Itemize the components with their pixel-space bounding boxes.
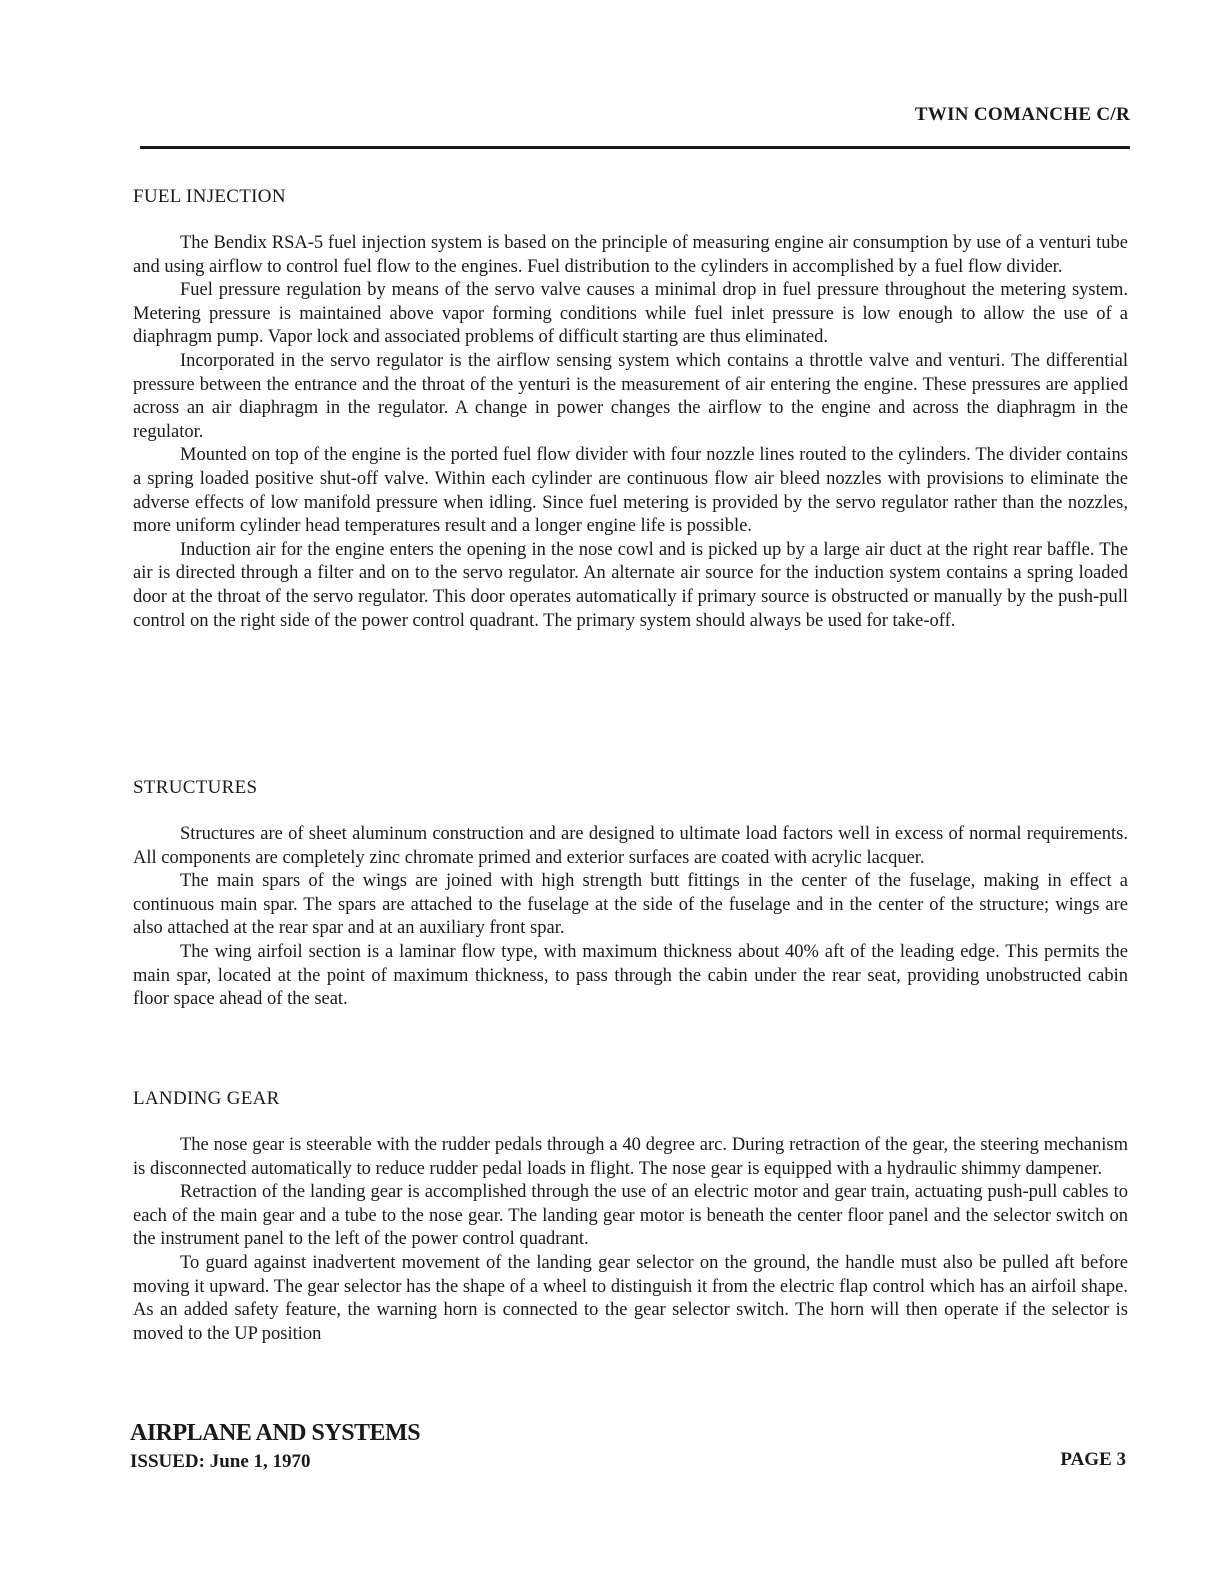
footer-issued-date: ISSUED: June 1, 1970 <box>130 1451 311 1472</box>
paragraph: The Bendix RSA-5 fuel injection system is based on the principle of measuring engine air consumption by use of a venturi tube and using airflow to control fuel flow to the engines. Fuel distribution to the cylinders in accomplished by a fuel flow divider. <box>133 233 1128 277</box>
section-fuel-injection <box>133 186 1128 633</box>
paragraph: The wing airfoil section is a laminar flow type, with maximum thickness about 40% aft of the leading edge. This permits the main spar, located at the point of maximum thickness, to pass through the cabin under the rear seat, providing unobstructed cabin floor space ahead of the seat. <box>133 941 1128 1010</box>
paragraph: Incorporated in the servo regulator is the airflow sensing system which contains a throttle valve and venturi. The differential pressure between the entrance and the throat of the yenturi is the measurement of air entering the engine. These pressures are applied across an air diaphragm in the regulator. A change in power changes the airflow to the engine and across the diaphragm in the regulator. <box>133 350 1128 442</box>
running-header-title: TWIN COMANCHE C/R <box>914 104 1130 125</box>
paragraph: Induction air for the engine enters the opening in the nose cowl and is picked up by a large air duct at the right rear baffle. The air is directed through a filter and on to the servo regulator. An alternate air source for the induction system contains a spring loaded door at the throat of the servo regulator. This door operates automatically if primary source is obstructed or manually by the push-pull control on the right side of the power control quadrant. The primary system should always be used for take-off. <box>133 539 1128 631</box>
section-heading: STRUCTURES <box>133 777 258 798</box>
footer-section-title: AIRPLANE AND SYSTEMS <box>130 1420 421 1446</box>
paragraph: Structures are of sheet aluminum construction and are designed to ultimate load factors well in excess of normal requirements. All components are completely zinc chromate primed and exterior surfaces are coated with acrylic lacquer. <box>133 824 1128 868</box>
paragraph: The main spars of the wings are joined with high strength butt fittings in the center of the fuselage, making in effect a continuous main spar. The spars are attached to the fuselage at the side of the fuselage and in the center of the structure; wings are also attached at the rear spar and at an auxiliary front spar. <box>133 871 1128 939</box>
paragraph: Fuel pressure regulation by means of the servo valve causes a minimal drop in fuel pressure throughout the metering system. Metering pressure is maintained above vapor forming conditions while fuel inlet pressure is low enough to allow the use of a diaphragm pump. Vapor lock and associated problems of difficult starting are thus eliminated. <box>133 280 1128 348</box>
section-body <box>133 232 1128 633</box>
paragraph: Retraction of the landing gear is accomplished through the use of an electric motor and gear train, actuating push-pull cables to each of the main gear and a tube to the nose gear. The landing gear motor is beneath the center floor panel and the selector switch on the instrument panel to the left of the power control quadrant. <box>133 1182 1128 1250</box>
section-landing-gear <box>133 1088 1128 1346</box>
paragraph: To guard against inadvertent movement of the landing gear selector on the ground, the handle must also be pulled aft before moving it upward. The gear selector has the shape of a wheel to distinguish it from the electric flap control which has an airfoil shape. As an added safety feature, the warning horn is connected to the gear selector switch. The horn will then operate if the selector is moved to the UP position <box>133 1252 1128 1344</box>
paragraph: Mounted on top of the engine is the ported fuel flow divider with four nozzle lines routed to the cylinders. The divider contains a spring loaded positive shut-off valve. Within each cylinder are continuous flow air bleed nozzles with provisions to eliminate the adverse effects of low manifold pressure when idling. Since fuel metering is provided by the servo regulator rather than the nozzles, more uniform cylinder head temperatures result and a longer engine life is possible. <box>133 445 1128 537</box>
header-rule <box>140 146 1130 149</box>
section-structures <box>133 777 1128 1012</box>
section-heading: FUEL INJECTION <box>133 186 286 207</box>
section-body <box>133 823 1128 1012</box>
page-number: PAGE 3 <box>1060 1449 1126 1470</box>
section-heading: LANDING GEAR <box>133 1088 280 1109</box>
section-body <box>133 1134 1128 1346</box>
footer-left <box>130 1420 420 1473</box>
paragraph: The nose gear is steerable with the rudder pedals through a 40 degree arc. During retraction of the gear, the steering mechanism is disconnected automatically to reduce rudder pedal loads in flight. The nose gear is equipped with a hydraulic shimmy dampener. <box>133 1135 1128 1179</box>
